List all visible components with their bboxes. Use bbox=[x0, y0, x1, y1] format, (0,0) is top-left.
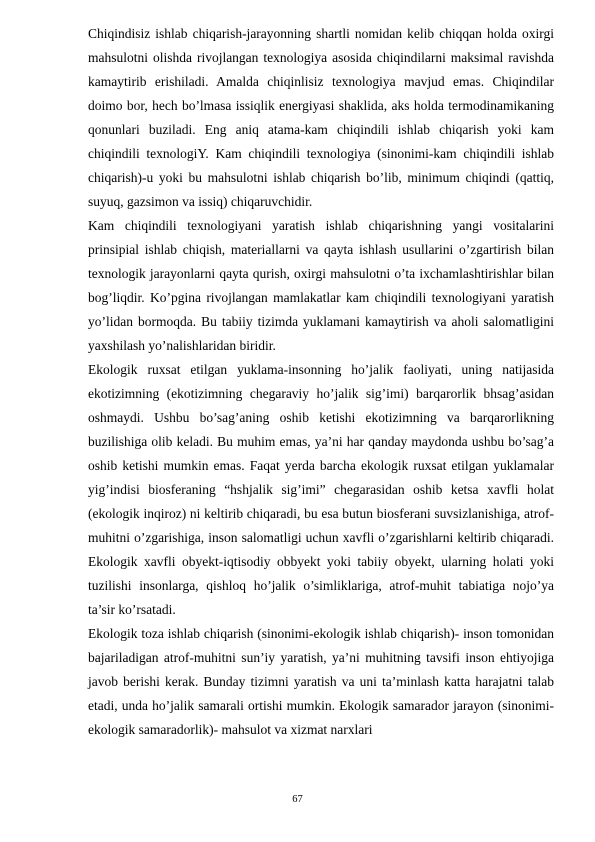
page-number: 67 bbox=[292, 794, 303, 805]
paragraph-waste-free-production: Chiqindisiz ishlab chiqarish-jarayonning shartli nomidan kelib chiqqan holda oxirgi mahsulotni olishda rivojlangan texnologiya asosida chiqindilarni maksimal ravishda kamaytirib erishiladi. Amalda chiqinlisiz texnologiya mavjud emas. Chiqindilar doimo bor, hech bo’lmasa issiqlik energiyasi shaklida, aks holda termodinamikaning qonunlari buziladi. Eng aniq atama-kam chiqindili ishlab chiqarish yoki kam chiqindili texnologiY. Kam chiqindili texnologiya (sinonimi-kam chiqindili ishlab chiqarish)-u yoki bu mahsulotni ishlab chiqarish bo’lib, minimum chiqindi (qattiq, suyuq, gazsimon va issiq) chiqaruvchidir. bbox=[88, 26, 554, 209]
paragraph-low-waste-technology: Kam chiqindili texnologiyani yaratish ishlab chiqarishning yangi vositalarini prinsipial ishlab chiqish, materiallarni va qayta ishlash usullarini o’zgartirish bilan texnologik jarayonlarni qayta qurish, oxirgi mahsulotni o’ta ixchamlashtirishlar bilan bog’liqdir. Ko’pgina rivojlangan mamlakatlar kam chiqindili texnologiyani yaratish yo’lidan bormoqda. Bu tabiiy tizimda yuklamani kamaytirish va aholi salomatligini yaxshilash yo’nalishlaridan biridir. bbox=[88, 218, 554, 353]
paragraph-ecological-load: Ekologik ruxsat etilgan yuklama-insonning ho’jalik faoliyati, uning natijasida ekotizimning (ekotizimning chegaraviy ho’jalik sig’imi) barqarorlik bhsag’asidan oshmaydi. Ushbu bo’sag’aning oshib ketishi ekotizimning va barqarorlikning buzilishiga olib keladi. Bu muhim emas, ya’ni har qanday maydonda ushbu bo’sag’a oshib ketishi mumkin emas. Faqat yerda barcha ekologik ruxsat etilgan yuklamalar yig’indisi biosferaning “hshjalik sig’imi” chegarasidan oshib ketsa xavfli holat (ekologik inqiroz) ni keltirib chiqaradi, bu esa butun biosferani suvsizlanishiga, atrof-muhitni o’zgarishiga, inson salomatligi uchun xavfli o’zgarishlarni keltirib chiqaradi. Ekologik xavfli obyekt-iqtisodiy obbyekt yoki tabiiy obyekt, ularning holati yoki tuzilishi insonlarga, qishloq ho’jalik o’simliklariga, atrof-muhit tabiatiga nojo’ya ta’sir ko’rsatadi. bbox=[88, 362, 554, 617]
paragraph-ecological-production: Ekologik toza ishlab chiqarish (sinonimi-ekologik ishlab chiqarish)- inson tomonidan bajariladigan atrof-muhitni sun’iy yaratish, ya’ni muhitning tavsifi inson ehtiyojiga javob berishi kerak. Bunday tizimni yaratish va uni ta’minlash katta harajatni talab etadi, unda ho’jalik samarali ortishi mumkin. Ekologik samarador jarayon (sinonimi-ekologik samaradorlik)- mahsulot va xizmat narxlari bbox=[88, 626, 554, 737]
body-text bbox=[88, 22, 554, 742]
